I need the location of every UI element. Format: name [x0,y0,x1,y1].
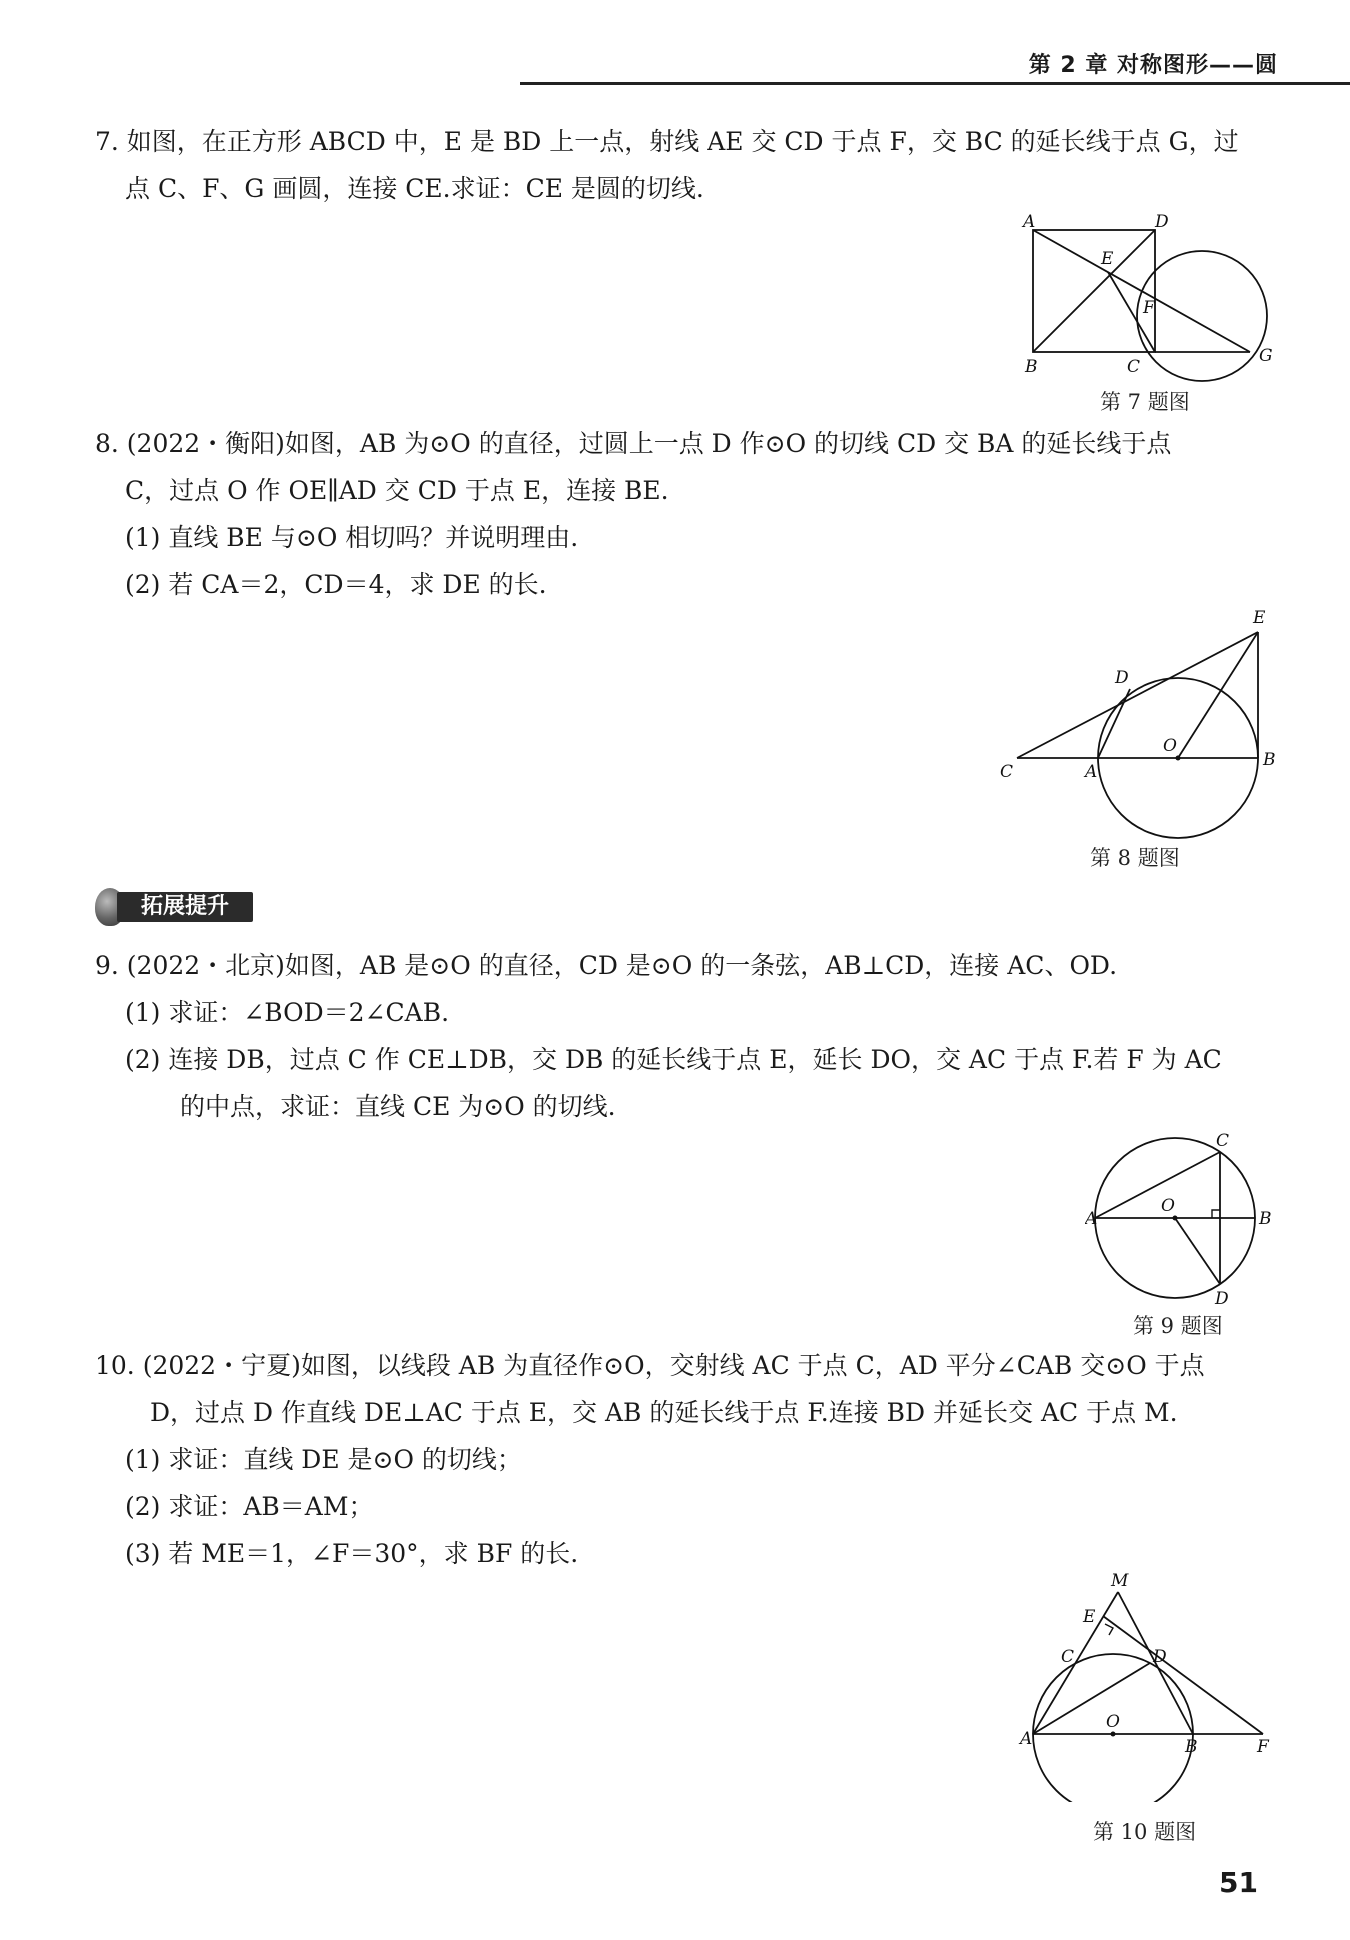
fig10-label-b: B [1185,1737,1198,1757]
q10-part1: (1) 求证：直线 DE 是⊙O 的切线； [125,1445,522,1474]
q9-line1: 9. (2022・北京)如图，AB 是⊙O 的直径，CD 是⊙O 的一条弦，AB⊥CD，连接 AC、OD. [95,951,1118,980]
q9-part1: (1) 求证：∠BOD＝2∠CAB. [125,998,450,1027]
fig8-label-c: C [1000,762,1014,782]
question-10 [95,1342,1275,1577]
q7-line1: 7. 如图，在正方形 ABCD 中，E 是 BD 上一点，射线 AE 交 CD 于点 F，交 BC 的延长线于点 G，过 [95,127,1239,156]
fig8-label-d: D [1115,668,1129,688]
fig7-label-f: F [1143,298,1155,318]
fig7-label-c: C [1127,357,1141,377]
fig10-label-a: A [1020,1729,1033,1749]
figure-9 [1085,1128,1285,1312]
figure-10 [1015,1572,1285,1806]
fig9-label-c: C [1216,1131,1230,1151]
header-rule [520,82,1350,85]
fig8-label-b: B [1263,750,1276,770]
q8-line2: C，过点 O 作 OE∥AD 交 CD 于点 E，连接 BE. [125,476,669,505]
fig9-label-a: A [1085,1209,1098,1229]
section-banner [95,888,255,926]
question-9 [95,942,1275,1130]
fig8-label-e: E [1253,608,1266,628]
figure-10-caption: 第 10 题图 [1093,1820,1197,1844]
q10-line1: 10. (2022・宁夏)如图，以线段 AB 为直径作⊙O，交射线 AC 于点 C，AD 平分∠CAB 交⊙O 于点 [95,1351,1205,1380]
fig7-label-g: G [1259,346,1273,366]
figure-9-caption: 第 9 题图 [1133,1314,1223,1338]
q10-line2: D，过点 D 作直线 DE⊥AC 于点 E，交 AB 的延长线于点 F.连接 BD 并延长交 AC 于点 M. [150,1398,1178,1427]
fig9-label-b: B [1259,1209,1272,1229]
figure-8-caption: 第 8 题图 [1090,846,1180,870]
fig9-label-d: D [1215,1289,1229,1308]
fig8-label-o: O [1163,736,1177,756]
section-title: 拓展提升 [117,892,253,922]
figure-7-caption: 第 7 题图 [1100,390,1190,414]
q10-part3: (3) 若 ME＝1，∠F＝30°，求 BF 的长. [125,1539,579,1568]
fig10-label-c: C [1061,1647,1075,1667]
chapter-header: 第 2 章 对称图形——圆 [1028,53,1278,78]
fig10-label-e: E [1083,1607,1096,1627]
q7-line2: 点 C、F、G 画圆，连接 CE.求证：CE 是圆的切线. [125,174,704,203]
q8-part2: (2) 若 CA＝2，CD＝4，求 DE 的长. [125,570,547,599]
q8-line1: 8. (2022・衡阳)如图，AB 为⊙O 的直径，过圆上一点 D 作⊙O 的切线 CD 交 BA 的延长线于点 [95,429,1172,458]
fig10-label-o: O [1106,1712,1120,1732]
fig10-label-m: M [1111,1572,1129,1591]
fig8-label-a: A [1085,762,1098,782]
fig10-label-d: D [1153,1647,1167,1667]
question-8 [95,420,1275,608]
figure-7 [1015,210,1275,394]
q10-part2: (2) 求证：AB＝AM； [125,1492,374,1521]
fig7-label-e: E [1101,249,1114,269]
q8-part1: (1) 直线 BE 与⊙O 相切吗？并说明理由. [125,523,579,552]
q9-part2a: (2) 连接 DB，过点 C 作 CE⊥DB，交 DB 的延长线于点 E，延长 DO，交 AC 于点 F.若 F 为 AC [125,1045,1222,1074]
fig7-label-b: B [1025,357,1038,377]
fig10-label-f: F [1257,1737,1269,1757]
fig9-label-o: O [1161,1196,1175,1216]
q9-part2b: 的中点，求证：直线 CE 为⊙O 的切线. [180,1092,616,1121]
fig7-label-d: D [1155,212,1169,232]
fig7-label-a: A [1023,212,1036,232]
question-7 [95,118,1275,212]
figure-8 [995,605,1285,849]
page-number: 51 [1219,1866,1258,1899]
